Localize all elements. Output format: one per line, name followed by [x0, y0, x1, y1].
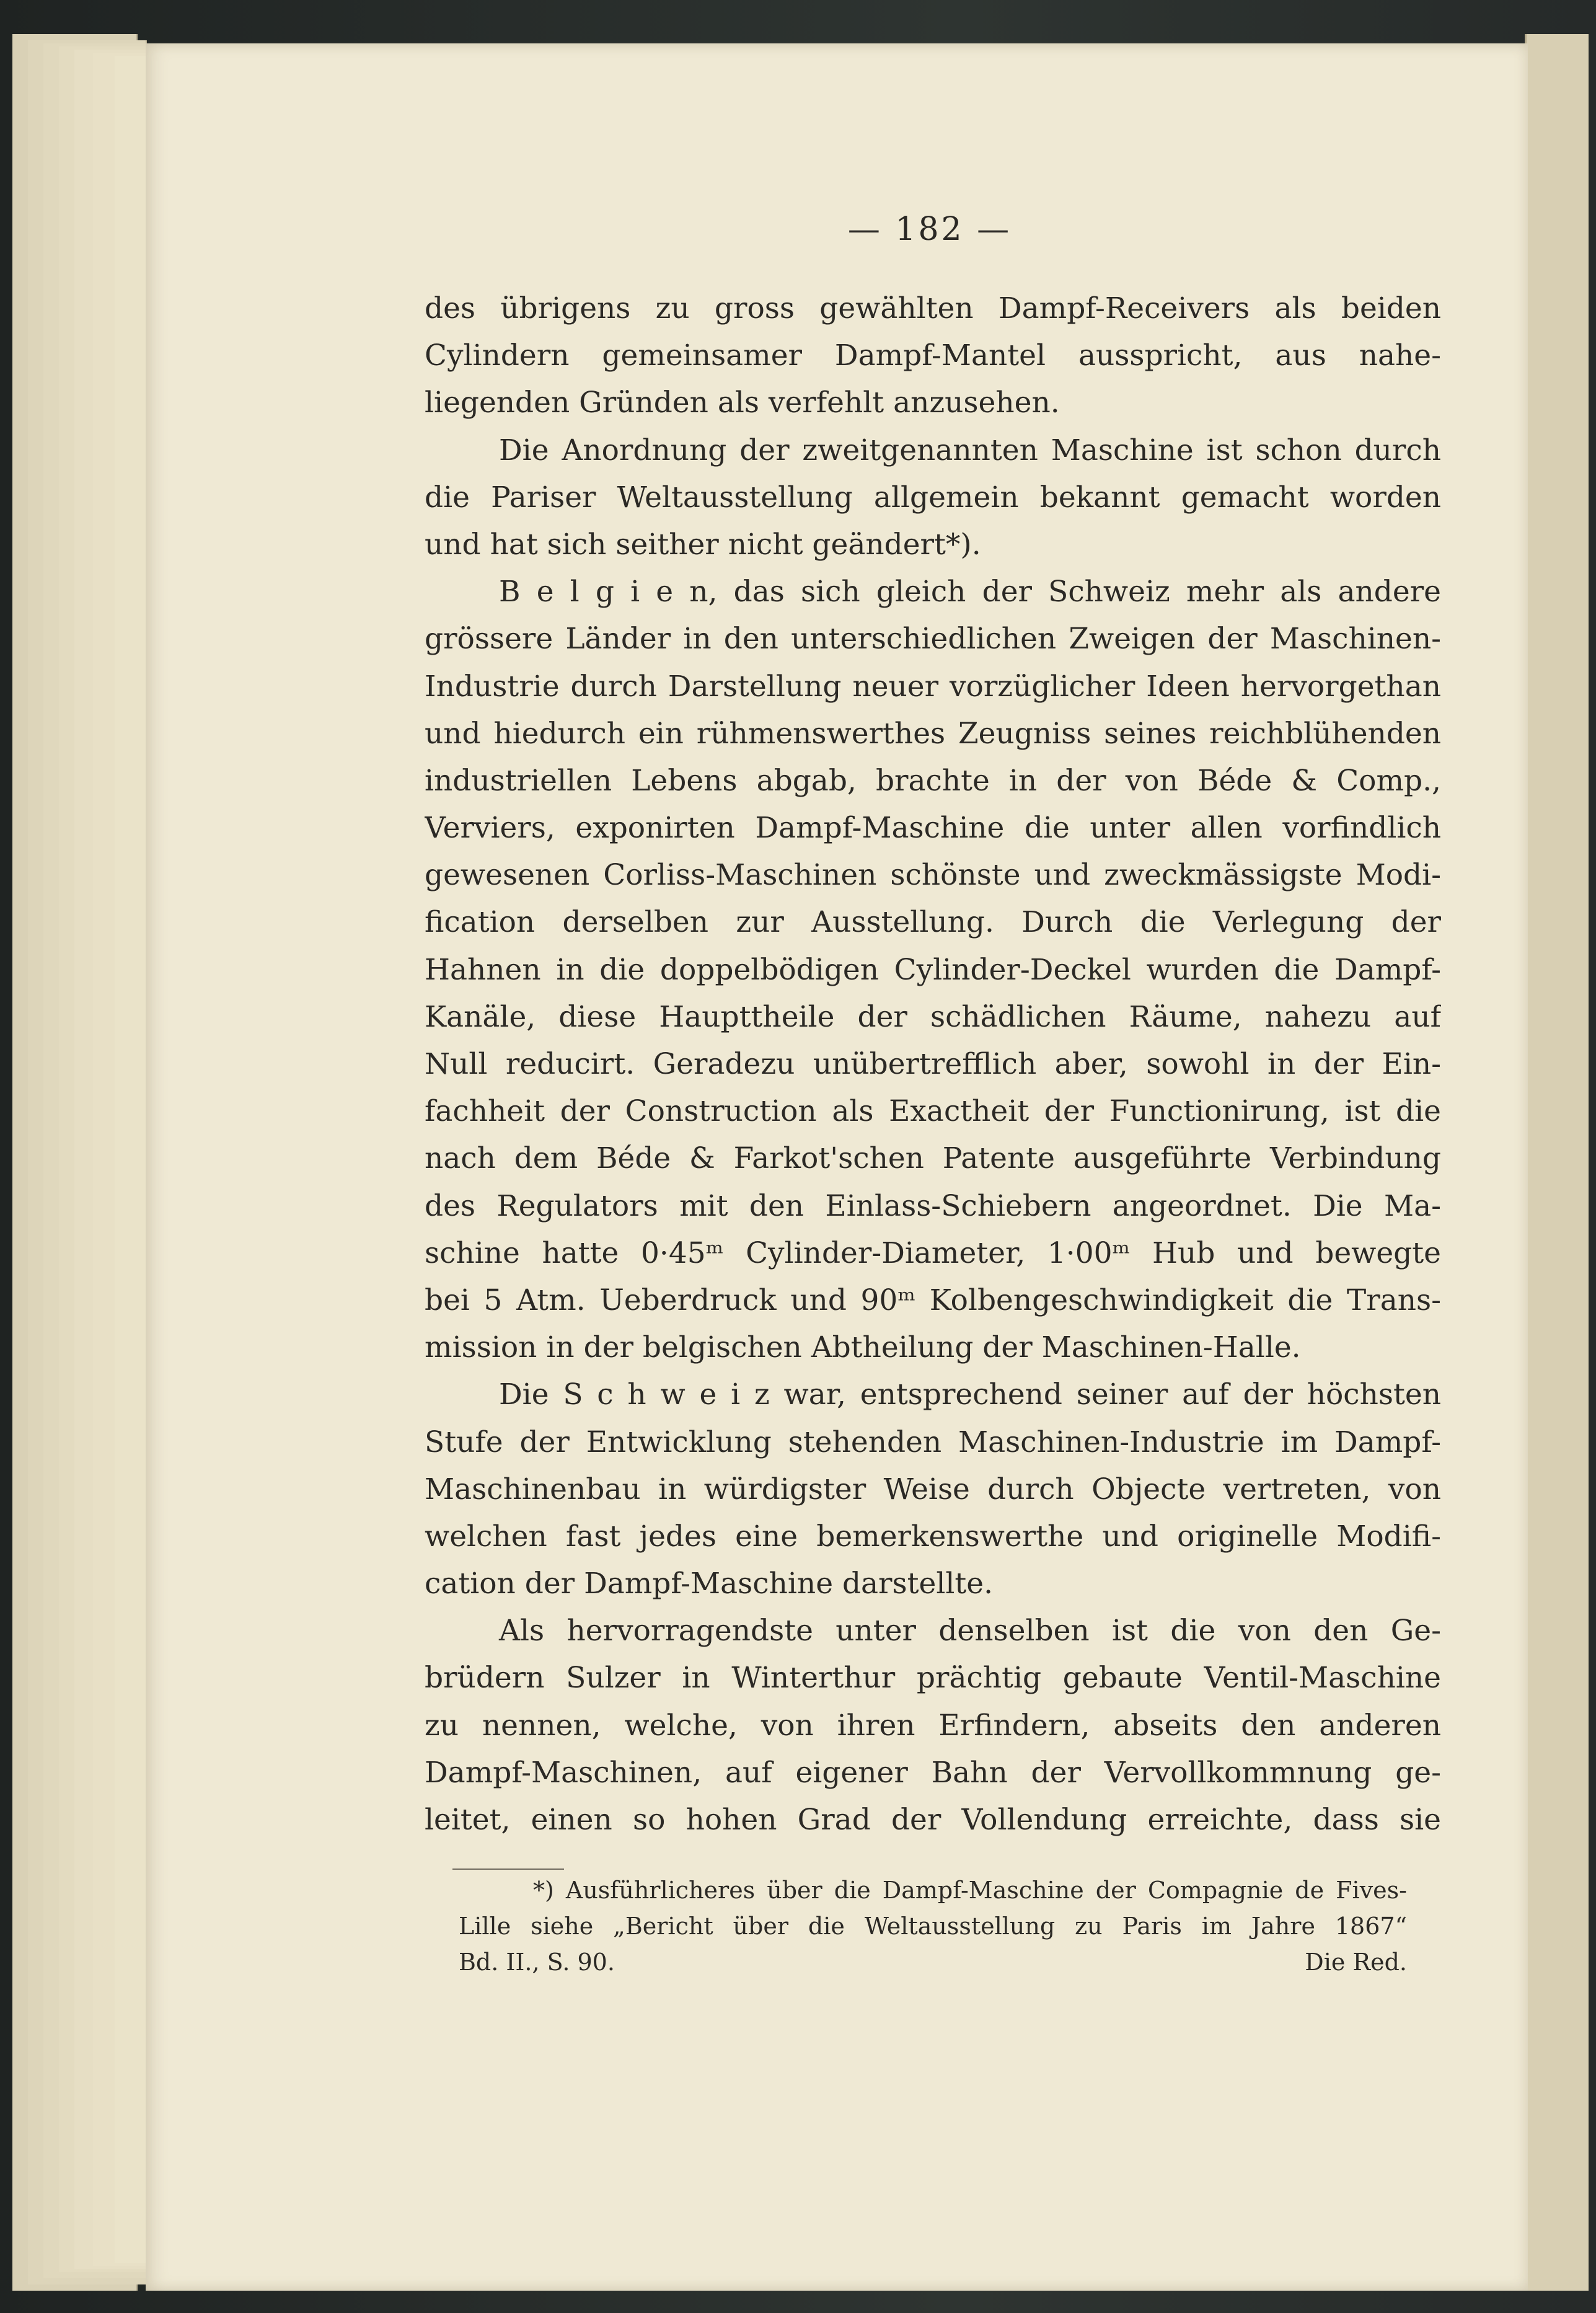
paragraph: [425, 568, 1441, 1371]
text-line: Null reducirt. Geradezu unübertrefflich aber, sowohl in der Ein-: [425, 1047, 1441, 1081]
footnote-rule: [452, 1869, 564, 1870]
text-line: industriellen Lebens abgab, brachte in der von Béde & Comp.,: [425, 763, 1441, 798]
text-line: Die Anordnung der zweitgenannten Maschine ist schon durch: [499, 433, 1441, 467]
text-line: des übrigens zu gross gewählten Dampf-Receivers als beiden: [425, 291, 1441, 325]
paragraph: [425, 1371, 1441, 1608]
text-line: Hahnen in die doppelbödigen Cylinder-Deckel wurden die Dampf-: [425, 952, 1441, 987]
text-line: grössere Länder in den unterschiedlichen Zweigen der Maschinen-: [425, 622, 1441, 657]
text-line: welchen fast jedes eine bemerkenswerthe und originelle Modifi-: [425, 1519, 1441, 1554]
text-line: schine hatte 0·45ᵐ Cylinder-Diameter, 1·00ᵐ Hub und bewegte: [425, 1236, 1441, 1270]
text-line: Verviers, exponirten Dampf-Maschine die unter allen vorfindlich: [425, 811, 1441, 846]
text-line: Dampf-Maschinen, auf eigener Bahn der Vervollkommnung ge-: [425, 1755, 1441, 1790]
text-line: und hat sich seither nicht geändert*).: [425, 527, 981, 562]
text-line: Maschinenbau in würdigster Weise durch Objecte vertreten, von: [425, 1472, 1441, 1506]
text-line: Cylindern gemeinsamer Dampf-Mantel ausspricht, aus nahe-: [425, 338, 1441, 373]
text-line: leitet, einen so hohen Grad der Vollendung erreichte, dass sie: [425, 1803, 1441, 1837]
footnote-line: [459, 1944, 1407, 1980]
text-line: fachheit der Construction als Exactheit der Functionirung, ist die: [425, 1094, 1441, 1129]
paragraph: [425, 1608, 1441, 1844]
page-number: — 182 —: [847, 211, 1012, 248]
next-page-edge: [1525, 34, 1589, 2291]
text-line: Die S c h w e i z war, entsprechend seiner auf der höchsten: [499, 1378, 1441, 1412]
text-line: zu nennen, welche, von ihren Erfindern, abseits den anderen: [425, 1708, 1441, 1743]
text-line: die Pariser Weltausstellung allgemein bekannt gemacht worden: [425, 480, 1441, 515]
text-line: Stufe der Entwicklung stehenden Maschinen-Industrie im Dampf-: [425, 1425, 1441, 1459]
text-line: Als hervorragendste unter denselben ist die von den Ge-: [499, 1614, 1441, 1648]
text-line: liegenden Gründen als verfehlt anzusehen.: [425, 386, 1060, 420]
text-line: gewesenen Corliss-Maschinen schönste und zweckmässigste Modi-: [425, 858, 1441, 893]
paragraph: [425, 285, 1441, 427]
text-line: nach dem Béde & Farkot'schen Patente ausgeführte Verbindung: [425, 1141, 1441, 1176]
footnote-signature: Die Red.: [1305, 1948, 1407, 1976]
text-line: Industrie durch Darstellung neuer vorzüglicher Ideen hervorgethan: [425, 669, 1441, 704]
text-line: Kanäle, diese Haupttheile der schädlichen Räume, nahezu auf: [425, 999, 1441, 1034]
footnote-reference: Bd. II., S. 90.: [459, 1948, 615, 1976]
footnote-line: *) Ausführlicheres über die Dampf-Maschine der Compagnie de Fives-: [533, 1877, 1407, 1904]
text-line: mission in der belgischen Abtheilung der Maschinen-Halle.: [425, 1330, 1301, 1365]
footnote: [459, 1872, 1407, 1980]
text-line: des Regulators mit den Einlass-Schiebern angeordnet. Die Ma-: [425, 1188, 1441, 1223]
text-line: und hiedurch ein rühmenswerthes Zeugniss seines reichblühenden: [425, 716, 1441, 751]
paragraph: [425, 427, 1441, 569]
text-line: B e l g i e n, das sich gleich der Schweiz mehr als andere: [499, 575, 1441, 609]
text-line: bei 5 Atm. Ueberdruck und 90ᵐ Kolbengeschwindigkeit die Trans-: [425, 1283, 1441, 1317]
body-text: [425, 285, 1441, 1844]
text-line: cation der Dampf-Maschine darstellte.: [425, 1567, 994, 1601]
text-line: fication derselben zur Ausstellung. Durch die Verlegung der: [425, 905, 1441, 940]
text-line: brüdern Sulzer in Winterthur prächtig gebaute Ventil-Maschine: [425, 1661, 1441, 1696]
footnote-line: Lille siehe „Bericht über die Weltausstellung zu Paris im Jahre 1867“: [459, 1913, 1407, 1940]
